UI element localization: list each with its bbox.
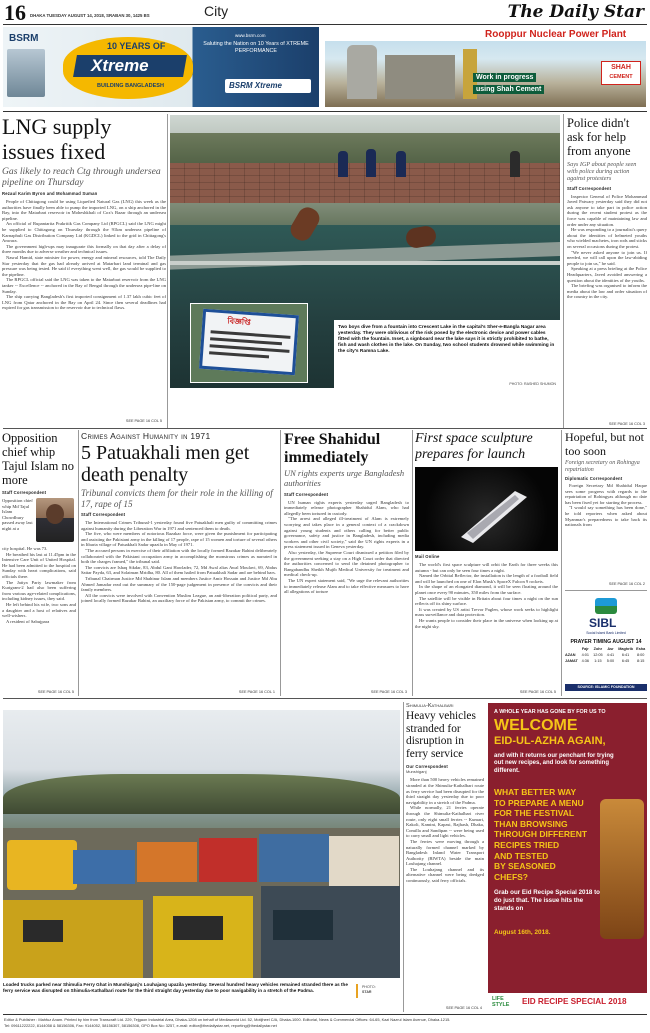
inset-signboard: বিজ্ঞপ্তি [190,303,308,383]
truck [73,850,135,884]
eid-question: WHAT BETTER WAY TO PREPARE A MENU FOR THE FESTIVAL THAN BROWSING THROUGH DIFFERENT RECIPES TRIED AND TESTED BY SEASONED CHEFS? [494,787,588,882]
truck [199,838,257,882]
shah-work-progress: Work in progress [473,73,536,82]
eid-recipe-ad[interactable] [488,703,647,1011]
shahidul-body: UN human rights experts yesterday urged Bangladesh to immediately release photographer Shahidul Alam, who had allegedly been tortured in custody. "The arrest and alleged ill-treatment of Alam is extremely worrying and takes place in a general context of a crackdown against young students and others calling for better public governance, safety and justice in Bangladesh, including media workers and other civil society," said the UN rights experts in a press statement issued in Geneva yesterday. Also yesterday, the Supreme Court dismissed a petition filed by the government seeking a stay on a High Court order that directed the authorities concerned to send the detained photographer to Bangabandhu Sheikh Mujib Medical University for treatment and medical check-up. The UN expert statement said, "We urge the relevant authorities to immediately release Alam and to take effective measures to have all allegations of torture [284,499,409,595]
main-photo-credit: PHOTO: RASHED SHUMON [509,382,556,386]
masthead [0,0,650,24]
eid-date: August 16th, 2018. [494,929,551,936]
patuakhali-headline: 5 Patuakhali men get death penalty [81,442,250,486]
lng-byline: Rezaul Karim Byron and Mohammad Suman [2,191,98,196]
lng-story [2,114,166,426]
police-story [567,116,647,428]
shahidul-story [284,431,409,695]
ferry-kicker: Shimulia-Kathalbari [406,703,454,709]
rohingya-story [565,431,647,587]
ferry-story [406,703,484,1011]
sibl-prayer-box [565,594,647,694]
opposition-story [2,431,76,695]
prayer-azan-row: AZAN 4:01 12:05 4:41 6:41 8:00 [565,653,645,657]
patuakhali-byline: Staff Correspondent [81,512,126,517]
ferry-jump: SEE PAGE 16 COL 4 [445,1006,482,1010]
page-number: 16 [4,0,26,24]
police-jump: SEE PAGE 16 COL 3 [608,422,645,426]
police-byline: Staff Correspondent [567,185,612,191]
bsrm-xtreme-logo: BSRM Xtreme [229,81,282,90]
space-byline: Mail Online [415,554,440,559]
police-subhead: Says IGP about people seen with police during action against protesters [567,161,637,183]
prayer-jamat-row: JAMAT 4:36 1:15 5:00 6:45 8:15 [565,659,645,663]
opposition-photo-caption: Opposition chief whip Md Tajul Islam Chowdhury passed away last night at a [2,498,33,531]
prayer-title: PRAYER TIMING AUGUST 14 [570,639,642,645]
eid-line1: A WHOLE YEAR HAS GONE BY FOR US TO [494,709,606,715]
eid-banner [488,993,647,1011]
tajul-islam-photo [36,498,74,542]
sibl-logo-icon [595,598,617,614]
footer-imprint: Editor & Publisher : Mahfuz Anam. Printed by him from Transcraft Ltd. 229, Tejgaon Industrial Area, Dhaka-1208 on behalf of Mediaworld Ltd. 52, Motijheel C/A, Dhaka-1000. Editorial, News & Commercial Offices: 64-65, Kazi Nazrul Islam Avenue, Dhaka-1215. [4,1017,451,1022]
building-bangladesh: BUILDING BANGLADESH [97,83,164,89]
space-jump: SEE PAGE 16 COL 5 [519,690,556,694]
lng-jump: SEE PAGE 16 COL 5 [125,419,162,423]
space-photo [415,467,558,551]
rohingya-byline: Diplomatic Correspondent [565,476,623,481]
prayer-source: SOURCE: ISLAMIC FOUNDATION [565,684,647,691]
police-headline: Police didn't ask for help from anyone [567,116,631,158]
shah-ad-title: Rooppur Nuclear Power Plant [485,29,627,40]
truck [329,836,399,888]
lifestyle-logo: LIFE STYLE [492,996,510,1008]
sibl-logo: SIBL [589,616,617,630]
rohingya-body: Foreign Secretary Md Shahidul Haque sees some progress with regards to the repatriation of Rohingyas although no date has been fixed yet for starting the process. "I would say something has been done," he told reporters when asked about Myanmar's preparedness to take back its nationals from [565,483,647,528]
bsrm-logo: BSRM [9,33,39,44]
ferry-photo-caption: Loaded trucks parked near Shimulia Ferry Ghat in Munshiganj's Louhajang upazila yesterday. Several hundred heavy vehicles remained stranded there as the ferry service was disrupted on Shimulia-Kathalbari route for the third straight day yesterday due to poor navigability in a stretch of the Padma. [3,982,348,994]
ferry-byline: Our Correspondent [406,764,449,770]
patuakhali-jump: SEE PAGE 16 COL 1 [238,690,275,694]
opposition-byline: Staff Correspondent [2,490,47,495]
police-body: Inspector General of Police Mohammad Javed Patwary yesterday said they did not ask anyone to take part in police action during the recent student protest as the force was capable of maintaining law and order under any situation. He was responding to a journalist's query about the identities of helmeted youths who wielded machetes, iron rods and sticks on several occasions during the protest. "We never asked anyone to join us. If needed, we will call upon the law-abiding people to join us," he said. Speaking at a press briefing at the Police Headquarters, Javed avoided answering a question about the identities of the youths. The briefing was organised to inform the media about the law and order situation of the country in the city. [567,193,647,300]
ferry-photo-credit-label: PHOTO: [362,985,376,989]
bsrm-ad[interactable] [3,27,319,107]
eid-grab: Grab our Eid Recipe Special 2018 to do just that. The issue hits the stands on [494,889,600,912]
ferry-headline: Heavy vehicles stranded for disruption in ferry service [406,710,476,760]
bsrm-salute: Saluting the Nation on 10 Years of XTREME PERFORMANCE [203,41,309,54]
shah-logo: SHAH CEMENT [601,61,641,85]
sibl-fullname: Social Islami Bank Limited [586,631,626,635]
footer-contact: Tel: 09611222222, 8144058 & 58156306, Fax: 9144052, 58156307, 58156308, GPO Box No: 3257, e-mail: editor@thedailystar.net, reporting@thedailystar.net [4,1023,277,1028]
main-photo-caption: Two boys dive from a fountain into Crescent Lake in the capital's Sher-e-Bangla Nagar area yesterday. They were oblivious of the risk posed by the electronic device and power cables fitted with the fountain. Inset, a signboard near the lake says it is strictly prohibited to bathe, fish and wash clothes in the lake. On Sunday, two school students drowned while swimming in the city's Ramna Lake. [338,325,555,354]
lng-subhead: Gas likely to reach Ctg through undersea pipeline on Thursday [2,166,161,188]
ferry-photo-credit-name: STAR [362,990,372,994]
eid-welcome: WELCOME [494,717,578,734]
eid-banner-text: EID RECIPE SPECIAL 2018 [522,997,627,1006]
shah-using: using Shah Cement [473,85,544,94]
shah-cement-ad[interactable] [325,27,646,107]
space-story [415,431,558,695]
shahidul-headline: Free Shahidul immediately [284,431,381,466]
truck [259,834,329,882]
years-badge: 10 YEARS OF [107,41,166,51]
truck [7,840,77,890]
space-body: The world's first space sculpture will orbit the Earth for three weeks this autumn - but can only be seen four times a night. Named the Orbital Reflector, the installation is the length of a football field and will be launched on one of Elon Musk's SpaceX Falcon 9 rockets. In the shape of an elongated diamond, it will be seen floating around the planet once every 90 minutes, 350 miles from the surface. The satellite will be visible in Britain about four times a night on the sun reflects off its shiny surface. It was created by US artist Trevor Paglen, whose work seeks to highlight mass surveillance and data protection. He wants people to consider their place in the universe when looking up at the night sky. [415,562,558,629]
patuakhali-subhead: Tribunal convicts them for their role in the killing of 17, rape of 15 [81,488,273,509]
shahidul-jump: SEE PAGE 16 COL 3 [370,690,407,694]
bsrm-url: www.bsrm.com [235,33,266,38]
eid-again: EID-UL-AZHA AGAIN, [494,735,606,747]
xtreme-wordmark: Xtreme [91,56,149,75]
patuakhali-kicker: Crimes Against Humanity in 1971 [81,431,211,441]
patuakhali-body: The International Crimes Tribunal-1 yesterday found five Patuakhali men guilty of committing crimes against humanity during the Liberation War in 1971 and sentenced them to death. The five, who were members of notorious Razakar force, were given the punishment for participating and assisting the Pakistani army in the killing of 17 people, rape of 15 women and torture of several others in Itbaria village of Patuakhali Sadar upazila in May of 1971. "The accused persons in exercise of their affiliation with the locally formed Razakar Bahini deliberately collaborated with the Pakistani occupation army in accomplishing the monstrous crimes as narrated in both the charges framed," the tribunal said. The convicts are Ishaq Sikdar, 83, Abdul Gani Hawlader, 72, Md Awal alias Awal Moulavi, 69, Abdus Sattar Payda, 63, and Solaiman Mridha, 80. All of them hailed from Patuakhali Sadar and are behind bars. Tribunal Chairman Justice Md Shahinur Islam and members Justice Amir Hossain and Justice Md Abu Ahmed Jamadar read out the summary of the 150-page judgement in presence of the convicts and their family members. All the convicts were involved with Convention Muslim League, an anti-liberation political party, and joined locally formed Razakar Bahini, an auxiliary force of the Pakistan army, to commit the crimes. [81,520,277,604]
shahidul-byline: Staff Correspondent [284,491,329,497]
shahidul-subhead: UN rights experts urge Bangladesh authorities [284,468,405,488]
newspaper-logo: The Daily Star [507,2,644,22]
prayer-header-row: Fajr Zohr Asr Maghrib Esha [581,647,646,651]
prayer-table [565,647,647,663]
ferry-dateline: Munshiganj [406,769,427,775]
rohingya-headline: Hopeful, but not too soon [565,431,644,458]
eid-line2: and with it returns our penchant for trying out new recipes, and look for something different. [494,753,614,774]
opposition-jump: SEE PAGE 16 COL 5 [37,690,74,694]
truck [137,842,197,882]
ferry-photo [3,710,400,978]
opposition-body: city hospital. He was 73. He breathed his last at 11.45pm in the Intensive Care Unit of United Hospital. He had been admitted to the hospital on Sunday with heart complications, said officials there. The Jatiya Party lawmaker from Kurigram-2 had also been suffering from various age-related complications, including kidney issues, they said. He left behind his wife, two sons and a daughter and a host of relatives and well-wishers. A resident of Sabujpara [2,546,76,624]
lng-body: People of Chittagong could be using Liquefied Natural Gas (LNG) this week as the authorities have finally been able to pump the imported LNG, on a ship anchored in the Bay, into the Matarbari reservoir in Moheshkhali of Cox's Bazar through an undersea pipeline. An official of Rupantarita Prakritik Gas Company Ltd (RPGCL) said the LNG might be supplied to Chittagong on Thursday through the 91km undersea pipeline of Karnaphuli Gas Distribution Company Ltd (KGDCL) linked to the grid in Chittagong's Anwara. The government high-ups may inaugurate this formally on that day after a delay of three months due to adverse weather and technical issues. Nasrul Hamid, state minister for power, energy and mineral resources, told The Daily Star yesterday that the gas had already arrived at Matarbari land terminal and gas pressure was being tested. He said if everything went well, the gas would be supplied to the pipeline. The RPGCL official said the LNG was taken to the Matarbari reservoir from the LNG tanker -- Excellence -- anchored in the Bay of Bengal through the undersea pipe-line on Sunday. The ship carrying Bangladesh's first imported consignment of 1.37 lakh cubic feet of LNG from Qatar anchored in the Bay on April 24. Since then several deadlines had expired for gas transmission to the reservoir due to technical flaws. [2,199,166,311]
space-headline: First space sculpture prepares for launch [415,431,533,462]
main-photo [170,115,560,388]
section-name: City [204,3,229,19]
ferry-body: More than 500 heavy vehicles remained stranded at the Shimulia-Kathalbari route as ferry service had been disrupted for the third straight day yesterday due to poor navigability in a stretch of the Padma. While normally, 21 ferries operate through the Shimulia-Kathalbari river route, only eight small ferries -- Kumari, Kakoli, Kamini, Kapasi, Rajhash, Dhaka, Comilla and Sandipan -- were being used to carry small and light vehicles. The ferries were moving through a naturally formed channel marked by Bangladesh Inland Water Transport Authority (BIWTA) beside the main Louhajang channel. The Louhajang channel and its alternative channel were being dredged continuously, said ferry officials. [406,777,484,884]
patuakhali-story [81,431,277,695]
opposition-headline: Opposition chief whip Tajul Islam no more [2,431,75,487]
dateline: DHAKA TUESDAY AUGUST 14, 2018, SRABAN 30, 1425 BS [30,13,150,18]
rohingya-jump: SEE PAGE 16 COL 2 [608,582,645,586]
rohingya-subhead: Foreign secretary on Rohingya repatriation [565,460,640,473]
lng-headline: LNG supply issues fixed [2,114,112,164]
